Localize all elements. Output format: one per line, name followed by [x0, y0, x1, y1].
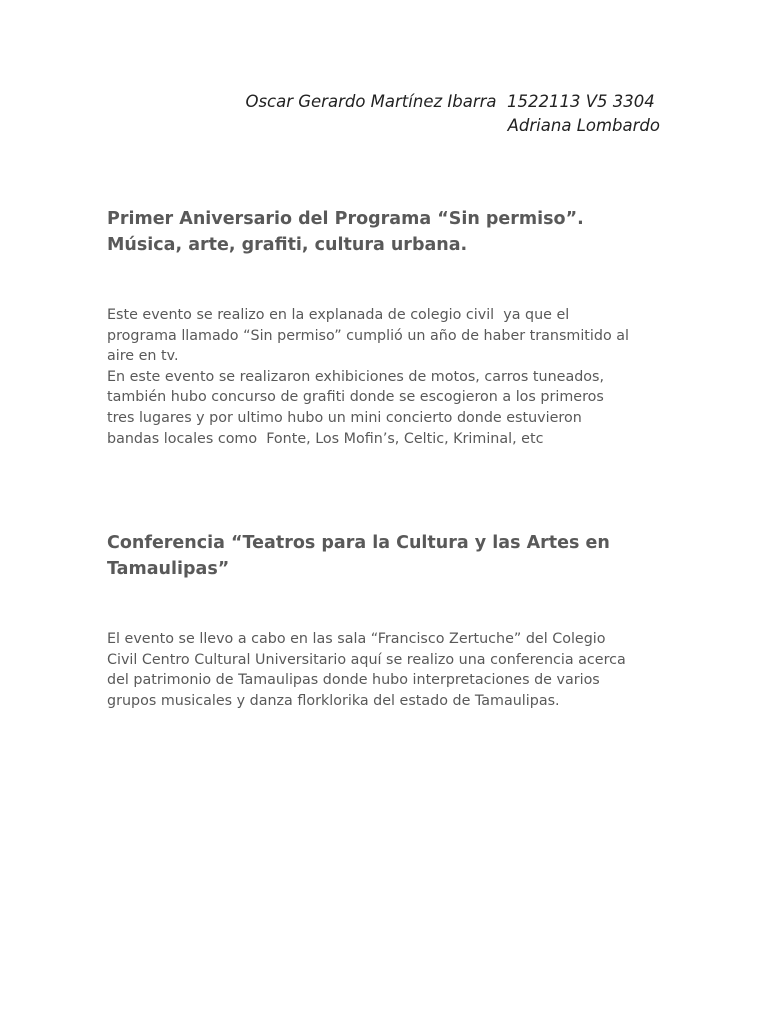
section-1-body-line: también hubo concurso de grafiti donde se escogieron a los primeros — [107, 389, 604, 406]
section-1-body — [107, 305, 677, 449]
section-1-body-line: Este evento se realizo en la explanada de colegio civil ya que el — [107, 307, 570, 323]
author-names-and-id: Oscar Gerardo Martínez Ibarra 1522113 V5 3304 — [245, 92, 660, 111]
section-2-title — [107, 530, 667, 582]
section-2-body-line: del patrimonio de Tamaulipas donde hubo interpretaciones de varios — [107, 672, 600, 689]
teacher-name: Adriana Lombardo — [507, 116, 660, 135]
section-2-body — [107, 629, 677, 711]
section-1-body-line: En este evento se realizaron exhibiciones de motos, carros tuneados, — [107, 368, 605, 385]
section-2-body-line: Civil Centro Cultural Universitario aquí se realizo una conferencia acerca — [107, 651, 626, 668]
section-1-body-line: programa llamado “Sin permiso” cumplió un año de haber transmitido al — [107, 327, 629, 344]
section-2-body-line: grupos musicales y danza florklorika del estado de Tamaulipas. — [107, 692, 560, 709]
section-2-title-line: Conferencia “Teatros para la Cultura y las Artes en — [107, 533, 610, 553]
author-header — [0, 90, 660, 138]
section-1-title-line: Primer Aniversario del Programa “Sin permiso”. — [107, 209, 584, 229]
section-1-title-line: Música, arte, grafiti, cultura urbana. — [107, 235, 468, 255]
section-1-body-line: bandas locales como Fonte, Los Mofin’s, Celtic, Kriminal, etc — [107, 430, 544, 447]
section-1-body-line: aire en tv. — [107, 348, 179, 365]
section-1-title — [107, 206, 667, 258]
section-1-body-line: tres lugares y por ultimo hubo un mini concierto donde estuvieron — [107, 409, 582, 426]
section-2-body-line: El evento se llevo a cabo en las sala “Francisco Zertuche” del Colegio — [107, 631, 606, 647]
section-2-title-line: Tamaulipas” — [107, 559, 230, 579]
